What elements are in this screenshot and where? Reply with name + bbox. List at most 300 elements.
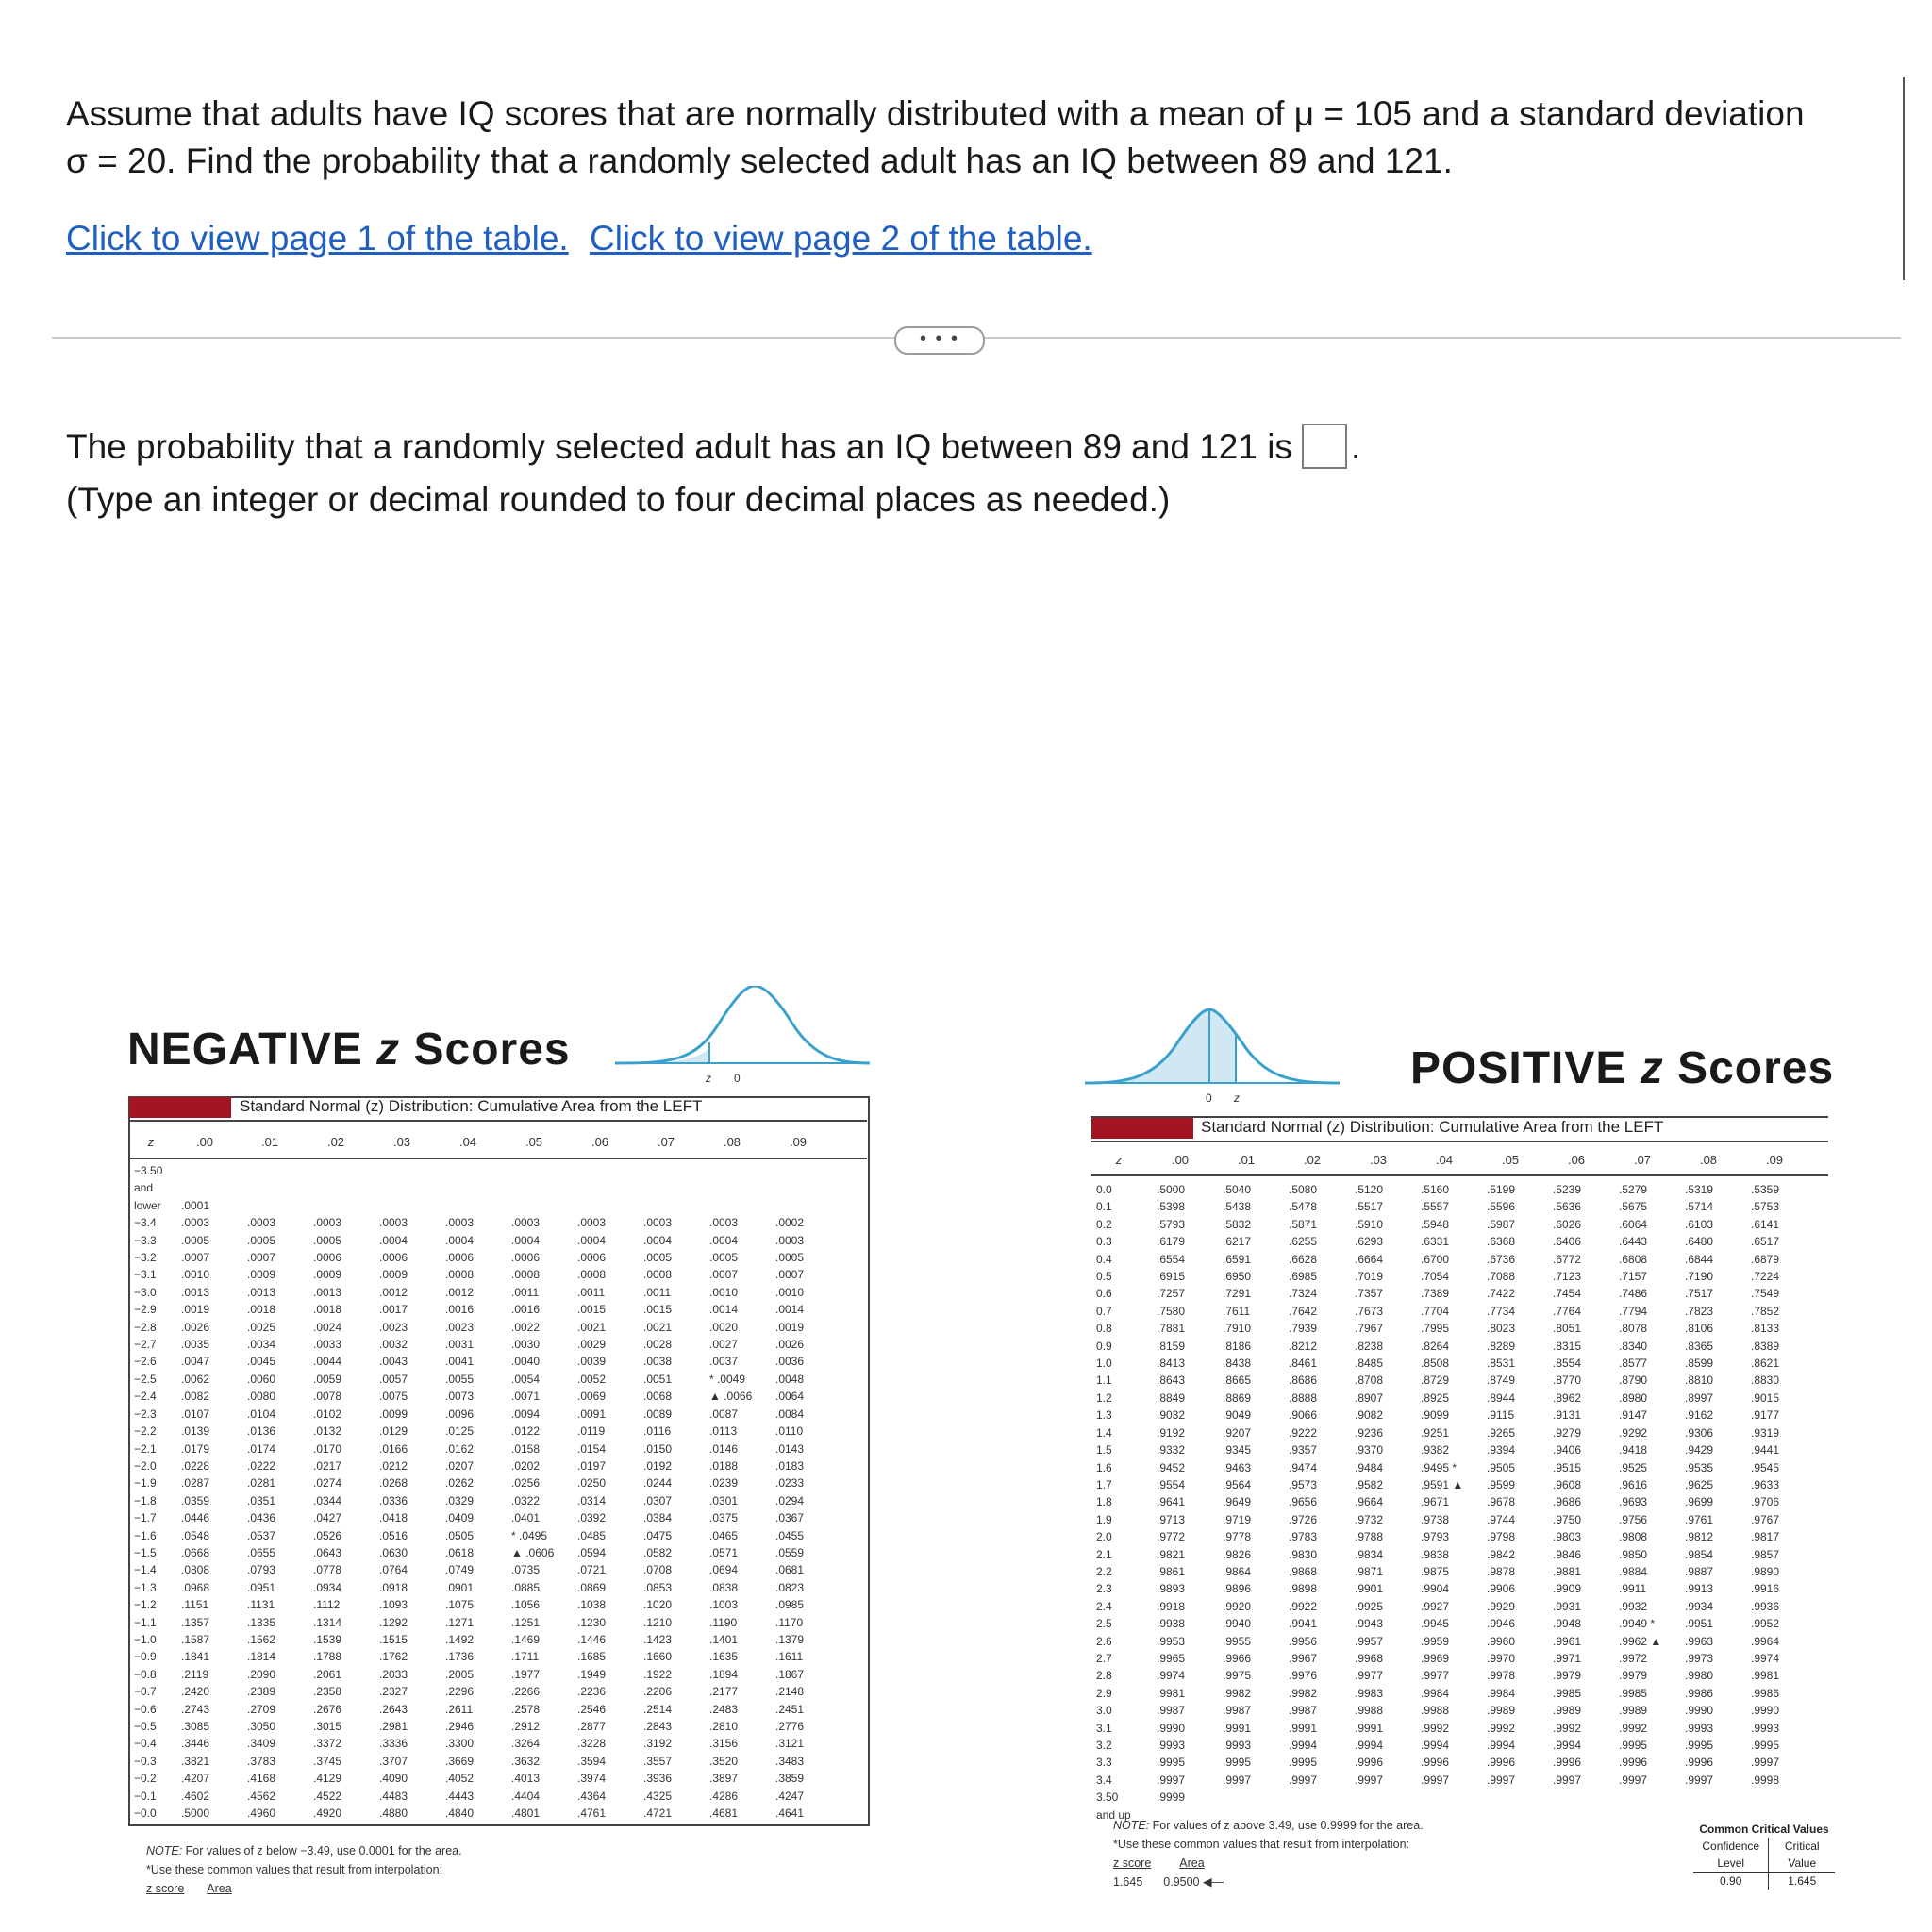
area-cell: .1335 [247, 1615, 276, 1629]
area-cell: .5517 [1355, 1200, 1384, 1214]
area-cell: .8925 [1421, 1391, 1450, 1405]
area-cell: .9854 [1685, 1547, 1714, 1561]
area-cell: .9997 [1553, 1773, 1582, 1787]
area-cell: .0054 [511, 1372, 541, 1386]
area-cell: .0217 [313, 1458, 342, 1473]
area-cell: .0012 [379, 1285, 408, 1299]
area-cell: .0044 [313, 1355, 342, 1369]
z-label-cell: −0.7 [134, 1685, 157, 1699]
z-label-cell: −0.1 [134, 1789, 157, 1803]
area-cell: .0003 [181, 1216, 210, 1230]
area-cell: .0104 [247, 1407, 276, 1421]
area-cell: .8389 [1751, 1339, 1780, 1353]
area-cell: .0136 [247, 1424, 276, 1439]
area-cell: .8508 [1421, 1357, 1450, 1371]
area-cell: .0526 [313, 1528, 342, 1542]
area-cell: .0708 [643, 1563, 673, 1577]
area-cell: .0011 [643, 1285, 672, 1299]
area-cell: .1292 [379, 1615, 408, 1629]
area-cell: .0068 [643, 1390, 673, 1404]
table-row [132, 1162, 840, 1179]
area-cell: .4641 [775, 1807, 805, 1821]
area-cell: .2451 [775, 1702, 805, 1716]
area-cell: .9884 [1619, 1564, 1648, 1578]
z-label-cell: −1.9 [134, 1476, 157, 1491]
area-cell: .9573 [1289, 1477, 1318, 1491]
area-cell: .9901 [1355, 1582, 1384, 1596]
area-cell: .1587 [181, 1632, 210, 1646]
area-cell: .0075 [379, 1390, 408, 1404]
area-cell: .8461 [1289, 1357, 1318, 1371]
area-cell: .9976 [1289, 1669, 1318, 1683]
area-cell: .9992 [1619, 1721, 1648, 1735]
area-cell: .0016 [511, 1303, 541, 1317]
area-cell: .9082 [1355, 1408, 1384, 1423]
area-cell: .0202 [511, 1458, 541, 1473]
area-cell: .9616 [1619, 1477, 1648, 1491]
table-row [132, 1353, 840, 1370]
area-cell: .0384 [643, 1511, 673, 1525]
area-cell: .0013 [313, 1285, 342, 1299]
area-cell: .9382 [1421, 1443, 1450, 1457]
area-cell: .0006 [313, 1251, 342, 1265]
area-cell: .0212 [379, 1458, 408, 1473]
z-label-cell: 1.2 [1096, 1391, 1112, 1405]
area-cell: .0778 [313, 1563, 342, 1577]
area-cell: .5040 [1223, 1183, 1252, 1196]
area-cell: .9977 [1355, 1669, 1384, 1683]
area-cell: .0018 [313, 1303, 342, 1317]
area-cell: .9463 [1223, 1460, 1252, 1474]
area-cell: .1131 [247, 1598, 275, 1612]
area-cell: .5596 [1487, 1200, 1516, 1214]
table-row [1094, 1338, 1815, 1355]
area-cell: .0179 [181, 1441, 210, 1456]
area-cell: .7389 [1421, 1287, 1450, 1301]
area-cell: .0197 [577, 1458, 607, 1473]
area-cell: .0735 [511, 1563, 541, 1577]
negative-header-cell: .06 [591, 1135, 609, 1149]
area-cell: .1492 [445, 1632, 475, 1646]
positive-header-cell: .03 [1369, 1153, 1388, 1167]
table-row [132, 1683, 840, 1700]
area-cell: .0021 [643, 1320, 673, 1334]
area-cell: .9772 [1157, 1530, 1186, 1544]
positive-header-cell: .07 [1633, 1153, 1652, 1167]
area-cell: .9945 [1421, 1617, 1450, 1631]
area-cell: .9983 [1355, 1686, 1384, 1700]
z-label-cell: lower [134, 1198, 161, 1212]
area-cell: .5239 [1553, 1183, 1582, 1196]
area-cell: .1075 [445, 1598, 475, 1612]
area-cell: .9370 [1355, 1443, 1384, 1457]
table-row [1094, 1546, 1815, 1563]
area-cell: .9970 [1487, 1651, 1516, 1665]
area-cell: .9881 [1553, 1564, 1582, 1578]
area-cell: .0418 [379, 1511, 408, 1525]
z-label-cell: −2.9 [134, 1303, 157, 1317]
z-label-cell: −0.5 [134, 1720, 157, 1733]
question-text [66, 91, 1840, 185]
area-cell: .8888 [1289, 1391, 1318, 1405]
area-cell: .2611 [445, 1702, 474, 1716]
table-row [1094, 1459, 1815, 1476]
area-cell: .9887 [1685, 1564, 1714, 1578]
z-label-cell: −1.7 [134, 1511, 157, 1525]
table-row [132, 1666, 840, 1683]
area-cell: * .0495 [511, 1528, 548, 1542]
z-label-cell: −1.3 [134, 1580, 157, 1594]
area-cell: .0119 [577, 1424, 606, 1439]
table-row [1094, 1511, 1815, 1528]
z-label-cell: −2.3 [134, 1407, 157, 1421]
area-cell: .9394 [1487, 1443, 1516, 1457]
area-cell: .2676 [313, 1702, 342, 1716]
negative-header-cell: .07 [657, 1135, 675, 1149]
area-cell: .6844 [1685, 1252, 1714, 1266]
z-label-cell: −2.6 [134, 1355, 157, 1369]
area-cell: .0475 [643, 1528, 673, 1542]
area-cell: .0228 [181, 1458, 210, 1473]
area-cell: .7673 [1355, 1304, 1384, 1318]
area-cell: .7910 [1223, 1322, 1252, 1336]
area-cell: .9726 [1289, 1512, 1318, 1526]
table-row [1094, 1251, 1815, 1268]
z-label-cell: 3.1 [1096, 1721, 1112, 1735]
area-cell: .3192 [643, 1737, 673, 1751]
area-cell: .0154 [577, 1441, 607, 1456]
area-cell: .0262 [445, 1476, 475, 1491]
area-cell: .9916 [1751, 1582, 1780, 1596]
area-cell: .0017 [379, 1303, 408, 1317]
area-cell: .9441 [1751, 1443, 1780, 1457]
area-cell: .9474 [1289, 1460, 1318, 1474]
area-cell: .9738 [1421, 1512, 1450, 1526]
area-cell: .0129 [379, 1424, 408, 1439]
area-cell: .9941 [1289, 1617, 1318, 1631]
area-cell: .0004 [577, 1233, 607, 1247]
positive-table-note: NOTE: For values of z above 3.49, use 0.9999 for the area. *Use these common values that result from interpolation: z score Area 1.645 0.9500 ◀— [1113, 1819, 1424, 1889]
area-cell: .9934 [1685, 1599, 1714, 1613]
area-cell: .0094 [511, 1407, 541, 1421]
area-cell: .9099 [1421, 1408, 1450, 1423]
area-cell: .9991 [1355, 1721, 1384, 1735]
answer-input[interactable] [1302, 424, 1347, 469]
table-row [1094, 1685, 1815, 1702]
area-cell: .0032 [379, 1338, 408, 1352]
area-cell: .0681 [775, 1563, 805, 1577]
area-cell: .0375 [709, 1511, 739, 1525]
area-cell: .4207 [181, 1772, 210, 1786]
area-cell: .0091 [577, 1407, 607, 1421]
table-row [1094, 1493, 1815, 1510]
table-row [132, 1179, 840, 1196]
table-page-2-link[interactable]: Click to view page 2 of the table. [589, 219, 1092, 258]
area-cell: .3015 [313, 1720, 342, 1733]
area-cell: .9177 [1751, 1408, 1780, 1423]
area-cell: .9993 [1685, 1721, 1714, 1735]
area-cell: .9641 [1157, 1495, 1186, 1509]
area-cell: .9962 ▲ [1619, 1634, 1662, 1648]
z-label-cell: and [134, 1181, 154, 1195]
area-cell: .4801 [511, 1807, 541, 1821]
area-cell: .9948 [1553, 1617, 1582, 1631]
area-cell: .3520 [709, 1754, 739, 1768]
area-cell: .0008 [445, 1268, 475, 1282]
positive-table-top-rule [1091, 1141, 1828, 1142]
area-cell: .9956 [1289, 1634, 1318, 1648]
area-cell: .0045 [247, 1355, 276, 1369]
area-cell: .8413 [1157, 1357, 1186, 1371]
area-cell: .9922 [1289, 1599, 1318, 1613]
area-cell: .9292 [1619, 1425, 1648, 1440]
area-cell: .2296 [445, 1685, 475, 1699]
area-cell: .5319 [1685, 1183, 1714, 1196]
area-cell: .4960 [247, 1807, 276, 1821]
area-cell: .0062 [181, 1372, 210, 1386]
table-row [132, 1596, 840, 1613]
area-cell: .6331 [1421, 1235, 1450, 1249]
expand-button[interactable]: • • • [894, 326, 985, 355]
z-label-cell: 3.2 [1096, 1739, 1112, 1752]
area-cell: .7549 [1751, 1287, 1780, 1301]
area-cell: .6406 [1553, 1235, 1582, 1249]
area-cell: .0985 [775, 1598, 805, 1612]
area-cell: .9893 [1157, 1582, 1186, 1596]
area-cell: .0244 [643, 1476, 673, 1491]
area-cell: .7486 [1619, 1287, 1648, 1301]
negative-table-caption: Standard Normal (z) Distribution: Cumulative Area from the LEFT [240, 1097, 703, 1115]
table-row [132, 1371, 840, 1388]
z-label-cell: −0.2 [134, 1772, 157, 1786]
area-cell: .4920 [313, 1807, 342, 1821]
area-cell: .9982 [1223, 1686, 1252, 1700]
area-cell: .3409 [247, 1737, 276, 1751]
z-label-cell: −0.0 [134, 1807, 157, 1821]
z-label-cell: −1.2 [134, 1598, 157, 1612]
area-cell: .0885 [511, 1580, 541, 1594]
area-cell: .6064 [1619, 1217, 1648, 1231]
z-label-cell: −0.6 [134, 1702, 157, 1716]
area-cell: .9911 [1619, 1582, 1647, 1596]
scrollbar-track[interactable] [1903, 77, 1905, 280]
area-cell: .9599 [1487, 1477, 1516, 1491]
z-label-cell: −2.0 [134, 1458, 157, 1473]
area-cell: .0222 [247, 1458, 276, 1473]
area-cell: .1423 [643, 1632, 673, 1646]
area-cell: .9788 [1355, 1530, 1384, 1544]
area-cell: .9992 [1553, 1721, 1582, 1735]
z-label-cell: 0.3 [1096, 1235, 1112, 1249]
area-cell: .0025 [247, 1320, 276, 1334]
area-cell: .9994 [1553, 1739, 1582, 1752]
area-cell: .0043 [379, 1355, 408, 1369]
area-cell: .0007 [709, 1268, 739, 1282]
area-cell: .0559 [775, 1545, 805, 1559]
z-label-cell: −2.8 [134, 1320, 157, 1334]
area-cell: .0015 [643, 1303, 673, 1317]
table-row [1094, 1737, 1815, 1754]
z-label-cell: −0.4 [134, 1737, 157, 1751]
area-cell: .9452 [1157, 1460, 1186, 1474]
area-cell: .9996 [1421, 1756, 1450, 1770]
area-cell: .3085 [181, 1720, 210, 1733]
negative-table-header [129, 1135, 867, 1149]
area-cell: .0041 [445, 1355, 475, 1369]
area-cell: .0051 [643, 1372, 673, 1386]
negative-table-note: NOTE: For values of z below −3.49, use 0.0001 for the area. *Use these common values that result from interpolation: z score Area [146, 1844, 462, 1895]
area-cell: .0116 [643, 1424, 672, 1439]
area-cell: .0047 [181, 1355, 210, 1369]
area-cell: .0009 [379, 1268, 408, 1282]
area-cell: .7967 [1355, 1322, 1384, 1336]
area-cell: .9936 [1751, 1599, 1780, 1613]
area-cell: .3372 [313, 1737, 342, 1751]
area-cell: .2514 [643, 1702, 673, 1716]
area-cell: .0594 [577, 1545, 607, 1559]
area-cell: .9812 [1685, 1530, 1714, 1544]
area-cell: .5636 [1553, 1200, 1582, 1214]
area-cell: .8554 [1553, 1357, 1582, 1371]
area-cell: .0003 [775, 1233, 805, 1247]
area-cell: .9656 [1289, 1495, 1318, 1509]
z-label-cell: 0.6 [1096, 1287, 1112, 1301]
table-row [132, 1319, 840, 1336]
area-cell: .7357 [1355, 1287, 1384, 1301]
table-row [1094, 1754, 1815, 1771]
area-cell: .8869 [1223, 1391, 1252, 1405]
z-label-cell: 3.3 [1096, 1756, 1112, 1770]
area-cell: .9671 [1421, 1495, 1450, 1509]
area-cell: .4168 [247, 1772, 276, 1786]
z-label-cell: 1.5 [1096, 1443, 1112, 1457]
area-cell: .0427 [313, 1511, 342, 1525]
area-cell: .9990 [1157, 1721, 1186, 1735]
answer-hint: (Type an integer or decimal rounded to four decimal places as needed.) [66, 480, 1171, 520]
positive-header-cell: .02 [1303, 1153, 1322, 1167]
positive-header-cell: .09 [1765, 1153, 1784, 1167]
area-cell: .3669 [445, 1754, 475, 1768]
area-cell: .9909 [1553, 1582, 1582, 1596]
area-cell: .0005 [709, 1251, 739, 1265]
z-label-cell: 1.7 [1096, 1477, 1112, 1491]
area-cell: .5557 [1421, 1200, 1450, 1214]
area-cell: .9986 [1685, 1686, 1714, 1700]
area-cell: .0004 [709, 1233, 739, 1247]
area-cell: .0007 [247, 1251, 276, 1265]
table-row [132, 1214, 840, 1231]
area-cell: .8849 [1157, 1391, 1186, 1405]
area-cell: .4522 [313, 1789, 342, 1803]
area-cell: .9985 [1553, 1686, 1582, 1700]
area-cell: .9719 [1223, 1512, 1252, 1526]
area-cell: .0409 [445, 1511, 475, 1525]
area-cell: .9649 [1223, 1495, 1252, 1509]
z-label-cell: 1.0 [1096, 1357, 1112, 1371]
area-cell: .7123 [1553, 1270, 1582, 1284]
area-cell: .0023 [445, 1320, 475, 1334]
area-cell: .9898 [1289, 1582, 1318, 1596]
area-cell: .5753 [1751, 1200, 1780, 1214]
area-cell: .0003 [313, 1216, 342, 1230]
area-cell: .4364 [577, 1789, 607, 1803]
area-cell: .3156 [709, 1737, 739, 1751]
area-cell: .9932 [1619, 1599, 1648, 1613]
area-cell: .9951 [1685, 1617, 1714, 1631]
table-row [132, 1284, 840, 1301]
area-cell: .1867 [775, 1667, 805, 1681]
area-cell: .3707 [379, 1754, 408, 1768]
area-cell: .9996 [1355, 1756, 1384, 1770]
area-cell: .6628 [1289, 1252, 1318, 1266]
area-cell: .0655 [247, 1545, 276, 1559]
area-cell: .6700 [1421, 1252, 1450, 1266]
table-page-1-link[interactable]: Click to view page 1 of the table. [66, 219, 569, 258]
area-cell: .1611 [775, 1650, 804, 1664]
area-cell: .9989 [1553, 1704, 1582, 1718]
area-cell: .6772 [1553, 1252, 1582, 1266]
area-cell: .1539 [313, 1632, 342, 1646]
area-cell: .8643 [1157, 1374, 1186, 1388]
area-cell: .6950 [1223, 1270, 1252, 1284]
area-cell: .1401 [709, 1632, 739, 1646]
area-cell: .7611 [1223, 1304, 1251, 1318]
area-cell: .5832 [1223, 1217, 1252, 1231]
area-cell: .9406 [1553, 1443, 1582, 1457]
area-cell: .0009 [313, 1268, 342, 1282]
area-cell: .0367 [775, 1511, 805, 1525]
area-cell: .0869 [577, 1580, 607, 1594]
area-cell: .1003 [709, 1598, 739, 1612]
area-cell: .3228 [577, 1737, 607, 1751]
area-cell: .2327 [379, 1685, 408, 1699]
area-cell: .0329 [445, 1493, 475, 1507]
area-cell: .0024 [313, 1320, 342, 1334]
z-label-cell: −2.5 [134, 1372, 157, 1386]
area-cell: .6293 [1355, 1235, 1384, 1249]
area-cell: .0455 [775, 1528, 805, 1542]
area-cell [179, 1162, 245, 1179]
area-cell: .8749 [1487, 1374, 1516, 1388]
area-cell: .9966 [1223, 1651, 1252, 1665]
area-cell: .9994 [1487, 1739, 1516, 1752]
area-cell: .0485 [577, 1528, 607, 1542]
area-cell: .3121 [775, 1737, 805, 1751]
area-cell: .2177 [709, 1685, 739, 1699]
area-cell: .9995 [1619, 1739, 1648, 1752]
area-cell: .9418 [1619, 1443, 1648, 1457]
area-cell: .2119 [181, 1667, 209, 1681]
area-cell: .0322 [511, 1493, 541, 1507]
area-cell: .7224 [1751, 1270, 1780, 1284]
area-cell: .9997 [1289, 1773, 1318, 1787]
area-cell: .0465 [709, 1528, 739, 1542]
table-row [1094, 1528, 1815, 1545]
area-cell: .0003 [379, 1216, 408, 1230]
area-cell: .0951 [247, 1580, 276, 1594]
area-cell: .8051 [1553, 1322, 1582, 1336]
area-cell: .9996 [1553, 1756, 1582, 1770]
area-cell: .9984 [1487, 1686, 1516, 1700]
area-cell: .9991 [1289, 1721, 1318, 1735]
area-cell: .9345 [1223, 1443, 1252, 1457]
table-row [132, 1701, 840, 1718]
answer-section [66, 422, 1360, 525]
table-row [1094, 1772, 1815, 1789]
area-cell: .4052 [445, 1772, 475, 1786]
area-cell: .8186 [1223, 1339, 1252, 1353]
z-label-cell: 2.2 [1096, 1564, 1112, 1578]
